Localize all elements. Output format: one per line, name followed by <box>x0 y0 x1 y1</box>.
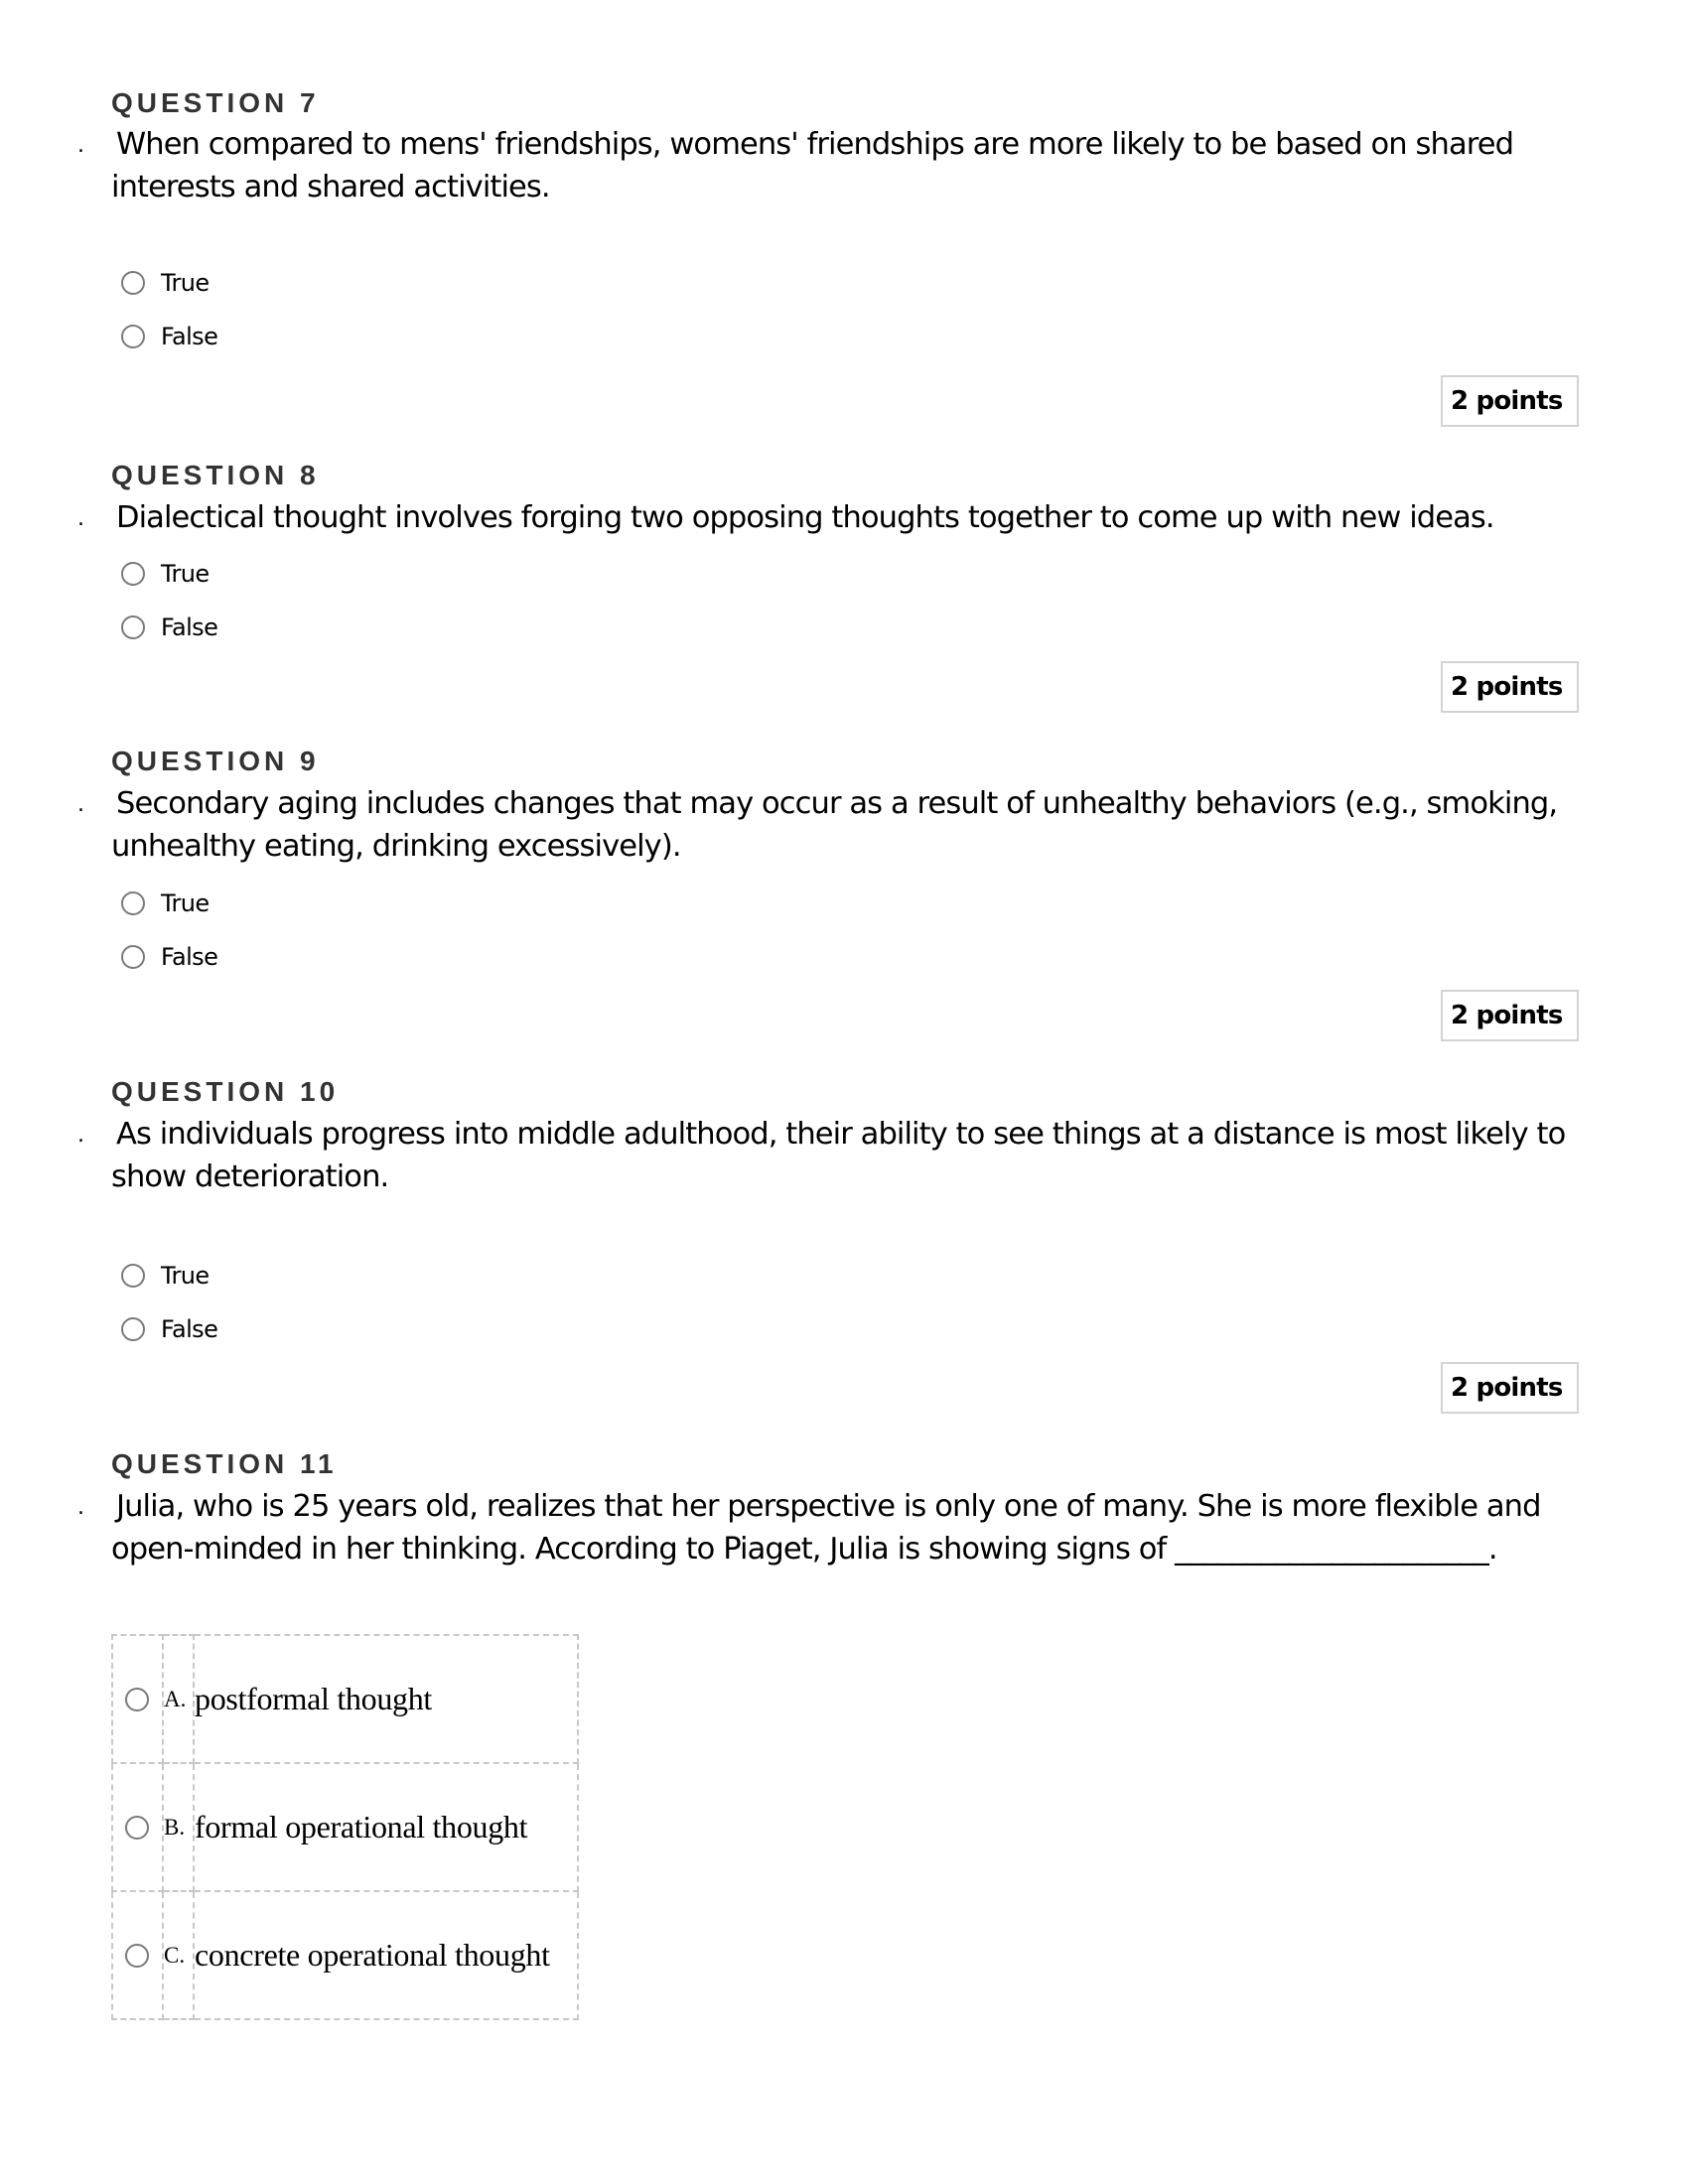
choice-text: formal operational thought <box>194 1763 578 1891</box>
question-text: Secondary aging includes changes that may occur as a result of unhealthy behaviors (e.g., smoking, unhealthy eating, drinking excessively). <box>111 786 1558 864</box>
choice-letter: C. <box>163 1891 194 2019</box>
choice-letter: A. <box>163 1635 194 1763</box>
radio-button[interactable] <box>125 1816 149 1840</box>
question-heading: QUESTION 10 <box>111 1076 340 1107</box>
points-badge: 2 points <box>1441 990 1579 1041</box>
option-label: False <box>161 1315 218 1343</box>
option-label: True <box>161 889 210 917</box>
question-heading: QUESTION 7 <box>111 87 320 118</box>
choice-row-c[interactable] <box>112 1891 578 2019</box>
option-label: False <box>161 323 218 350</box>
question-bullet: . <box>77 133 84 158</box>
question-bullet: . <box>77 1495 84 1520</box>
option-true[interactable] <box>121 888 210 918</box>
question-heading: QUESTION 8 <box>111 460 320 490</box>
radio-button[interactable] <box>121 615 145 639</box>
question-text: As individuals progress into middle adulthood, their ability to see things at a distance is most likely to show deterioration. <box>111 1117 1566 1194</box>
option-false[interactable] <box>121 942 217 972</box>
question-bullet: . <box>77 792 84 817</box>
choice-letter: B. <box>163 1763 194 1891</box>
option-label: True <box>161 1262 210 1290</box>
radio-button[interactable] <box>121 1317 145 1341</box>
option-label: True <box>161 269 210 297</box>
choice-row-a[interactable] <box>112 1635 578 1763</box>
points-badge: 2 points <box>1441 375 1579 427</box>
radio-button[interactable] <box>121 1264 145 1288</box>
option-false[interactable] <box>121 322 217 351</box>
question-bullet: . <box>77 506 84 531</box>
points-badge: 2 points <box>1441 1362 1579 1414</box>
question-text: Julia, who is 25 years old, realizes that her perspective is only one of many. She is more flexible and open-minded in her thinking. According to Piaget, Julia is showing signs of ______________________. <box>111 1489 1541 1567</box>
choice-text: postformal thought <box>194 1635 578 1763</box>
question-heading: QUESTION 11 <box>111 1448 338 1479</box>
radio-button[interactable] <box>125 1944 149 1968</box>
answer-choices-table <box>111 1634 579 2020</box>
option-false[interactable] <box>121 613 217 642</box>
option-label: True <box>161 560 210 588</box>
choice-text: concrete operational thought <box>194 1891 578 2019</box>
radio-button[interactable] <box>121 891 145 915</box>
choice-row-b[interactable] <box>112 1763 578 1891</box>
option-true[interactable] <box>121 268 210 298</box>
option-label: False <box>161 943 218 971</box>
points-badge: 2 points <box>1441 661 1579 713</box>
radio-button[interactable] <box>121 945 145 969</box>
option-false[interactable] <box>121 1314 217 1344</box>
question-heading: QUESTION 9 <box>111 746 320 776</box>
question-bullet: . <box>77 1123 84 1148</box>
radio-button[interactable] <box>121 325 145 348</box>
option-label: False <box>161 614 218 641</box>
option-true[interactable] <box>121 559 210 589</box>
option-true[interactable] <box>121 1261 210 1291</box>
radio-button[interactable] <box>121 562 145 586</box>
radio-button[interactable] <box>121 271 145 295</box>
radio-button[interactable] <box>125 1688 149 1711</box>
question-text: Dialectical thought involves forging two opposing thoughts together to come up with new ideas. <box>116 500 1494 535</box>
question-text: When compared to mens' friendships, womens' friendships are more likely to be based on shared interests and shared activities. <box>111 127 1514 205</box>
